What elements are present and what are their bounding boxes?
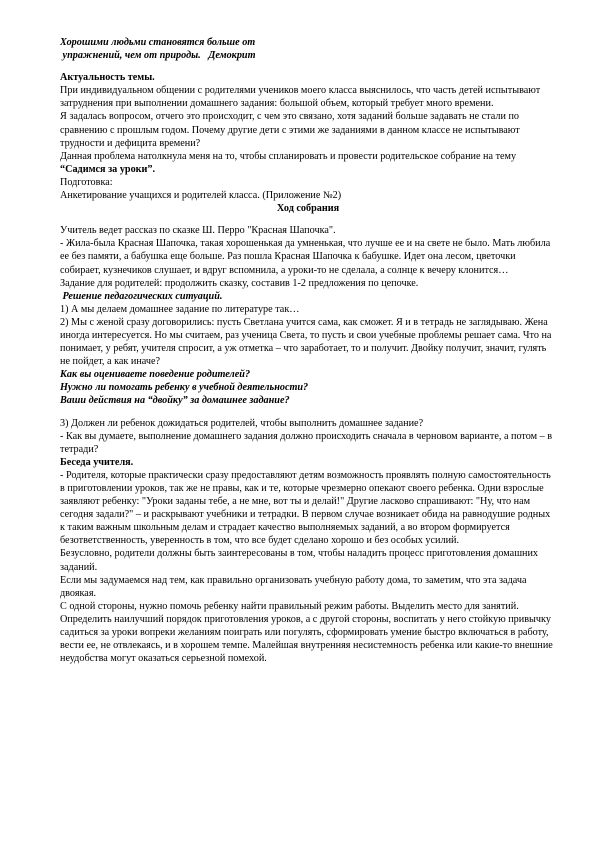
meeting-topic: “Садимся за уроки”. [60,163,156,175]
situation-2: 2) Мы с женой сразу договорились: пусть Светлана учится сама, как сможет. Я и в тетрадь не заглядываю. Жена иногда интересуется. Но мы считаем, раз ученица Света, то пусть и свои учебные проблемы решает сама. Что на понимает, у ребят, учителя спросит, а уж отметка – что заработает, то и получит. Двойку получит, значит, гулять не пойдет, а как иначе? [60,316,552,368]
epigraph-author: Демокрит [208,50,256,62]
epigraph-quote-end: упражнений, чем от природы. [62,50,201,62]
teacher-talk-heading: Беседа учителя. [60,456,134,468]
situation-3: 3) Должен ли ребенок дожидаться родителей, чтобы выполнить домашнее задание? [60,417,424,429]
relevance-paragraph-1: При индивидуальном общении с родителями учеников моего класса выяснилось, что часть детей испытывают затруднения при выполнении домашнего задания: большой объем, который требует много времени. [60,85,541,110]
epigraph-line-1: Хорошими людьми становятся больше от [60,37,256,48]
relevance-lead: Данная проблема натолкнула меня на то, чтобы спланировать и провести родительское собрание на тему [60,150,517,162]
talk-paragraph-2: Безусловно, родители должны быть заинтересованы в том, чтобы наладить процесс приготовления домашних заданий. [60,548,539,573]
parents-task: Задание для родителей: продолжить сказку, составив 1-2 предложения по цепочке. [60,277,419,289]
fairy-tale-text: - Жила-была Красная Шапочка, такая хорошенькая да умненькая, что лучше ее и на свете не было. Мать любила ее без памяти, а бабушка еще больше. Раз пошла Красная Шапочка к бабушке. Идет она лесом, цветочки собирает, кузнечиков слушает, и вдруг вспомнила, а уроки-то не сделала, а солнце к вечеру клонится… [60,238,551,276]
epigraph-line-2 [60,49,556,62]
question-3: Ваши действия на “двойку” за домашнее задание? [60,395,290,407]
spacer [60,408,556,417]
meeting-intro: Учитель ведет рассказ по сказке Ш. Перро "Красная Шапочка". [60,225,336,237]
prep-text: Анкетирование учащихся и родителей класса. (Приложение №2) [60,190,342,202]
relevance-paragraph-2: Я задалась вопросом, отчего это происходит, с чем это связано, хотя заданий больше задавать не стали по сравнению с прошлым годом. Почему другие дети с этими же заданиями в данном классе не испытывают трудности и дефицита времени? [60,111,520,149]
spacer [60,215,556,224]
talk-paragraph-4: С одной стороны, нужно помочь ребенку найти правильный режим работы. Выделить место для занятий. Определить наилучший порядок приготовления уроков, а с другой стороны, воспитать у него стойкую привычку садиться за уроки вопреки желаниям поиграть или погулять, сформировать умение быстро включаться в работу, вести ее, не отвлекаясь, и в хорошем темпе. Малейшая внутренняя несистемность ребенка или какие-то внешние неудобства могут оказаться серьезной помехой. [60,600,553,665]
talk-paragraph-3: Если мы задумаемся над тем, как правильно организовать учебную работу дома, то заметим, что эта задача двоякая. [60,574,527,599]
relevance-paragraph-3 [60,150,556,176]
prep-label: Подготовка: [60,176,113,188]
situations-heading [60,290,556,303]
spacer [60,62,556,71]
situation-1: 1) А мы делаем домашнее задание по литературе так… [60,303,300,315]
situation-3-answer: - Как вы думаете, выполнение домашнего задания должно происходить сначала в черновом варианте, а потом – в тетради? [60,430,553,455]
question-2: Нужно ли помогать ребенку в учебной деятельности? [60,382,309,394]
talk-paragraph-1: - Родителя, которые практически сразу предоставляют детям возможность проявлять полную самостоятельность в приготовлении уроков, так же не правы, как и те, которые чрезмерно опекают своего ребенка. Одни взрослые заявляют ребенку: "Уроки заданы тебе, а не мне, вот ты и делай!" Другие ласково спрашивают: "Ну, что нам сегодня задали?" – и раскрывают учебники и тетрадки. В первом случае возникает обида на равнодушие родных к таким важным школьным делам и страдает качество выполняемых заданий, а во втором формируется безответственность, уверенность в том, что все будет сделано хорошо и без особых усилий. [60,469,551,547]
meeting-heading: Ход собрания [276,203,340,215]
relevance-heading: Актуальность темы. [60,72,155,84]
document-body [60,36,556,665]
situations-heading-text: Решение педагогических ситуаций. [62,290,223,302]
question-1: Как вы оцениваете поведение родителей? [60,369,251,381]
